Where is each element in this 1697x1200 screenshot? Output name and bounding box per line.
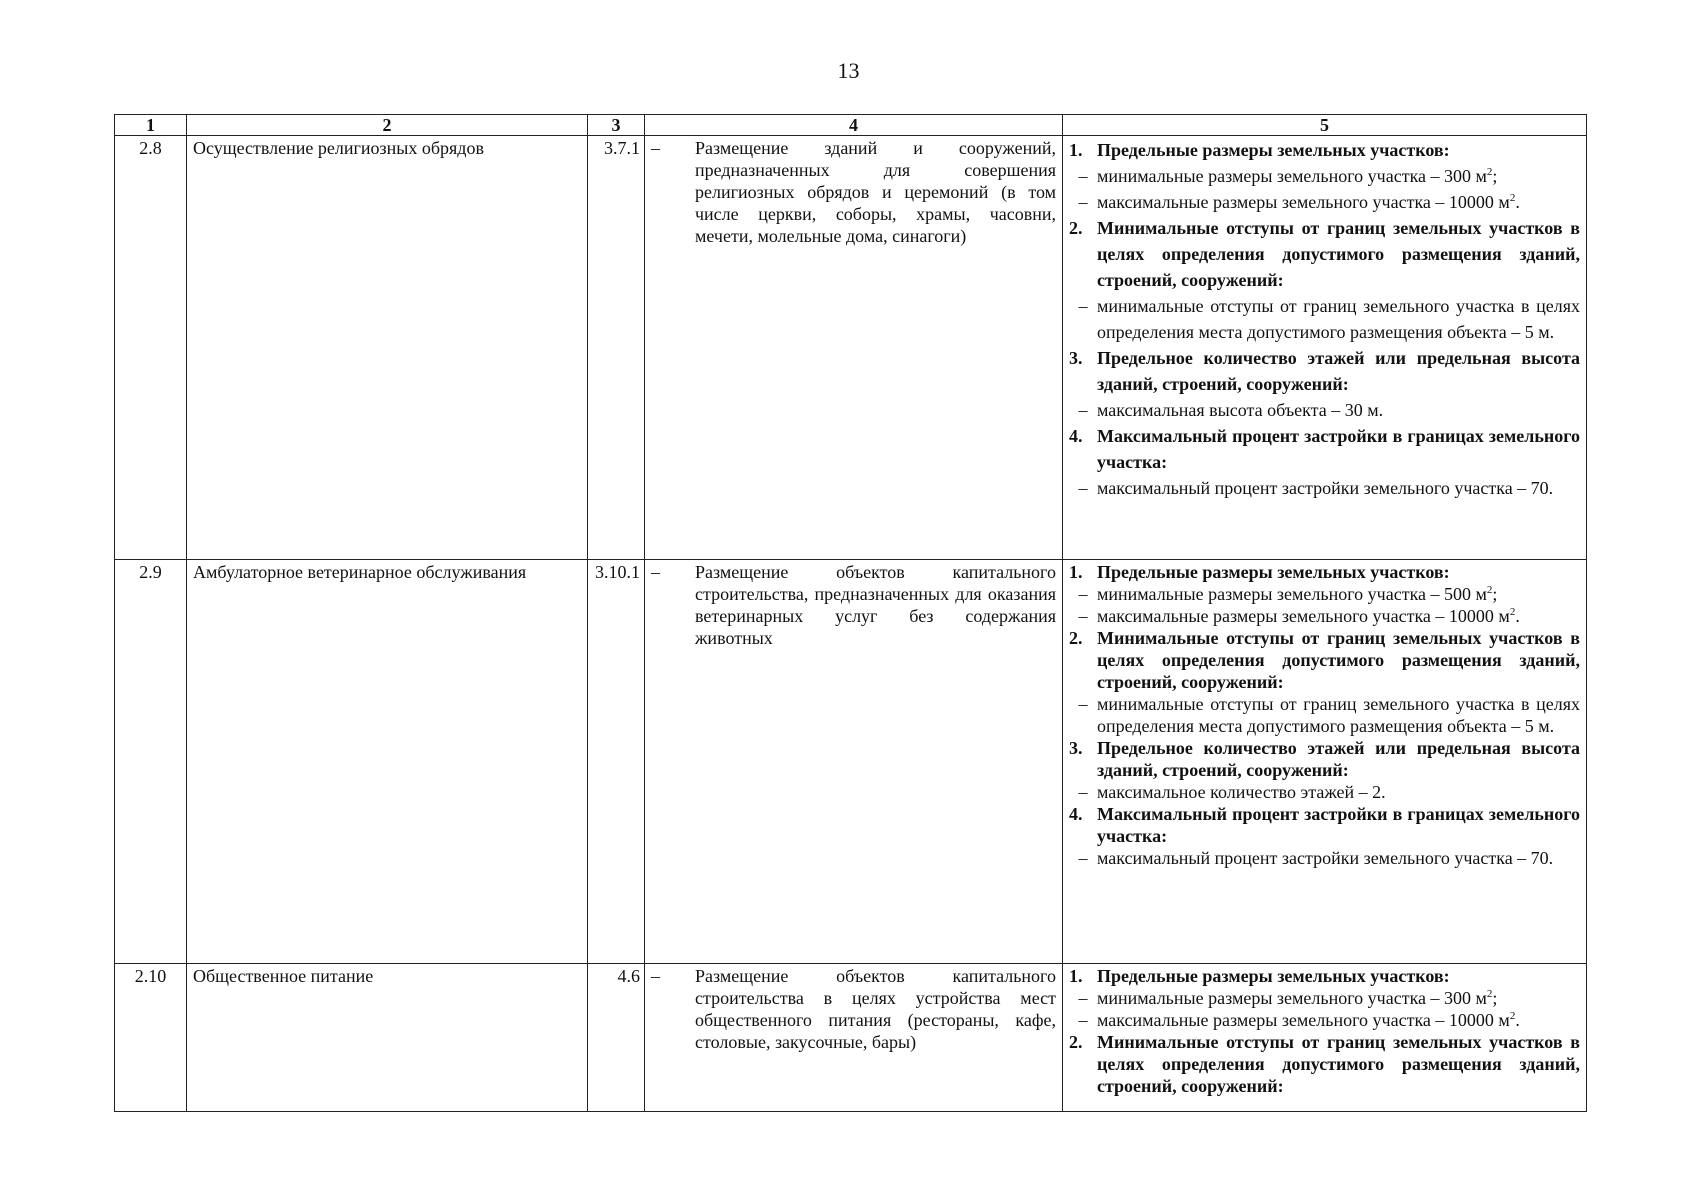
description-text: Размещение зданий и сооружений, предназначенных для совершения религиозных обрядов и церемоний (в том числе церкви, соборы, храмы, часовни, мечети, молельные дома, синагоги): [695, 138, 1056, 246]
parameter-mark: –: [1078, 782, 1088, 802]
parameter-heading: [1069, 803, 1580, 847]
parameter-unit-sup: 2: [1509, 192, 1516, 204]
parameter-mark: 3.: [1069, 348, 1083, 368]
use-code: 3.7.1: [588, 136, 645, 560]
parameter-text: минимальные размеры земельного участка – 300 м: [1097, 166, 1487, 186]
parameter-bullet: [1069, 605, 1580, 627]
use-description: [651, 965, 1056, 1053]
parameters-cell: [1063, 964, 1587, 1112]
parameter-heading: [1069, 965, 1580, 987]
parameter-unit-sup: 2: [1486, 584, 1493, 596]
parameter-text: Предельные размеры земельных участков:: [1097, 966, 1450, 986]
parameter-mark: 2.: [1069, 1032, 1083, 1052]
parameter-text-wrap: [1097, 693, 1580, 737]
parameter-unit-sup: 2: [1486, 166, 1493, 178]
parameter-tail: ;: [1492, 988, 1498, 1008]
parameter-text-wrap: [1097, 847, 1580, 869]
parameter-tail: .: [1515, 192, 1520, 212]
parameter-mark: 4.: [1069, 804, 1083, 824]
table-row: [115, 136, 1587, 560]
parameter-text: Предельные размеры земельных участков:: [1097, 562, 1450, 582]
parameter-bullet: [1069, 397, 1580, 423]
parameter-bullet: [1069, 189, 1580, 215]
header-col-2: 2: [187, 115, 588, 136]
parameter-text: максимальные размеры земельного участка – 10000 м: [1097, 192, 1510, 212]
parameter-text: максимальные размеры земельного участка – 10000 м: [1097, 606, 1510, 626]
parameter-text-wrap: [1097, 561, 1580, 583]
parameter-text-wrap: [1097, 965, 1580, 987]
parameter-text: минимальные отступы от границ земельного участка в целях определения места допустимого размещения объекта – 5 м.: [1097, 296, 1580, 342]
parameter-heading: [1069, 423, 1580, 475]
description-dash: –: [651, 138, 660, 158]
use-name: Осуществление религиозных обрядов: [187, 136, 588, 560]
parameter-text: минимальные отступы от границ земельного участка в целях определения места допустимого размещения объекта – 5 м.: [1097, 694, 1580, 736]
parameter-text-wrap: [1097, 475, 1580, 501]
parameter-text-wrap: [1097, 189, 1580, 215]
parameter-tail: ;: [1492, 584, 1498, 604]
parameter-text-wrap: [1097, 163, 1580, 189]
row-number: 2.9: [115, 560, 187, 964]
parameter-heading: [1069, 215, 1580, 293]
regulations-table: [114, 114, 1587, 1112]
parameter-mark: 1.: [1069, 562, 1083, 582]
parameter-unit-sup: 2: [1509, 606, 1516, 618]
parameter-text: максимальные размеры земельного участка – 10000 м: [1097, 1010, 1510, 1030]
page-number: 13: [837, 58, 860, 83]
parameter-mark: –: [1078, 988, 1088, 1008]
parameter-bullet: [1069, 583, 1580, 605]
parameter-text-wrap: [1097, 803, 1580, 847]
description-text: Размещение объектов капитального строительства, предназначенных для оказания ветеринарных услуг без содержания животных: [695, 562, 1056, 648]
table-row: [115, 560, 1587, 964]
parameter-mark: 2.: [1069, 628, 1083, 648]
parameter-text-wrap: [1097, 423, 1580, 475]
parameter-text: минимальные размеры земельного участка – 300 м: [1097, 988, 1487, 1008]
parameter-mark: –: [1078, 400, 1088, 420]
parameter-heading: [1069, 137, 1580, 163]
parameter-text: Максимальный процент застройки в границах земельного участка:: [1097, 804, 1580, 846]
header-col-4: 4: [645, 115, 1063, 136]
parameter-text: Предельные размеры земельных участков:: [1097, 140, 1450, 160]
parameter-mark: –: [1078, 1010, 1088, 1030]
description-text: Размещение объектов капитального строительства в целях устройства мест общественного питания (рестораны, кафе, столовые, закусочные, бары): [695, 966, 1056, 1052]
use-description-cell: [645, 560, 1063, 964]
parameter-bullet: [1069, 781, 1580, 803]
parameter-mark: –: [1078, 848, 1088, 868]
parameter-text-wrap: [1097, 137, 1580, 163]
parameter-mark: –: [1078, 478, 1088, 498]
parameter-text-wrap: [1097, 1031, 1580, 1097]
parameter-text-wrap: [1097, 1009, 1580, 1031]
header-col-5: 5: [1063, 115, 1587, 136]
parameter-heading: [1069, 737, 1580, 781]
parameter-mark: –: [1078, 694, 1088, 714]
parameter-heading: [1069, 1031, 1580, 1097]
parameter-mark: –: [1078, 606, 1088, 626]
parameter-bullet: [1069, 163, 1580, 189]
parameter-text: Максимальный процент застройки в границах земельного участка:: [1097, 426, 1580, 472]
parameter-bullet: [1069, 475, 1580, 501]
parameter-unit-sup: 2: [1486, 988, 1493, 1000]
parameter-heading: [1069, 627, 1580, 693]
parameter-unit-sup: 2: [1509, 1010, 1516, 1022]
parameter-mark: –: [1078, 166, 1088, 186]
parameter-text-wrap: [1097, 583, 1580, 605]
parameter-mark: 3.: [1069, 738, 1083, 758]
parameter-text-wrap: [1097, 345, 1580, 397]
parameters-cell: [1063, 560, 1587, 964]
parameter-text: максимальный процент застройки земельного участка – 70.: [1097, 478, 1554, 498]
parameter-text-wrap: [1097, 987, 1580, 1009]
use-code: 3.10.1: [588, 560, 645, 964]
use-description-cell: [645, 136, 1063, 560]
use-name: Амбулаторное ветеринарное обслуживания: [187, 560, 588, 964]
parameter-text: максимальное количество этажей – 2.: [1097, 782, 1386, 802]
parameter-text-wrap: [1097, 781, 1580, 803]
parameter-mark: 1.: [1069, 966, 1083, 986]
parameter-text: Предельное количество этажей или предельная высота зданий, строений, сооружений:: [1097, 738, 1580, 780]
parameter-tail: .: [1515, 606, 1520, 626]
parameter-mark: 4.: [1069, 426, 1083, 446]
parameter-text: Минимальные отступы от границ земельных участков в целях определения допустимого размещения зданий, строений, сооружений:: [1097, 628, 1580, 692]
parameter-mark: –: [1078, 192, 1088, 212]
parameter-mark: –: [1078, 584, 1088, 604]
use-name: Общественное питание: [187, 964, 588, 1112]
parameter-tail: .: [1515, 1010, 1520, 1030]
parameter-mark: 1.: [1069, 140, 1083, 160]
parameter-bullet: [1069, 1009, 1580, 1031]
parameter-bullet: [1069, 987, 1580, 1009]
header-col-3: 3: [588, 115, 645, 136]
header-col-1: 1: [115, 115, 187, 136]
parameter-text: максимальная высота объекта – 30 м.: [1097, 400, 1384, 420]
parameter-text-wrap: [1097, 737, 1580, 781]
description-dash: –: [651, 562, 660, 582]
row-number: 2.10: [115, 964, 187, 1112]
table-header-row: [115, 115, 1587, 136]
parameter-text: максимальный процент застройки земельного участка – 70.: [1097, 848, 1554, 868]
parameter-text-wrap: [1097, 605, 1580, 627]
parameter-tail: ;: [1492, 166, 1498, 186]
parameter-text: Минимальные отступы от границ земельных участков в целях определения допустимого размещения зданий, строений, сооружений:: [1097, 1032, 1580, 1096]
use-description: [651, 137, 1056, 247]
use-code: 4.6: [588, 964, 645, 1112]
parameter-bullet: [1069, 693, 1580, 737]
parameters-cell: [1063, 136, 1587, 560]
parameter-heading: [1069, 345, 1580, 397]
parameter-text-wrap: [1097, 215, 1580, 293]
use-description: [651, 561, 1056, 649]
parameter-mark: –: [1078, 296, 1088, 316]
use-description-cell: [645, 964, 1063, 1112]
parameter-text: минимальные размеры земельного участка – 500 м: [1097, 584, 1487, 604]
parameter-bullet: [1069, 847, 1580, 869]
parameter-text-wrap: [1097, 293, 1580, 345]
parameter-text: Предельное количество этажей или предельная высота зданий, строений, сооружений:: [1097, 348, 1580, 394]
description-dash: –: [651, 966, 660, 986]
parameter-bullet: [1069, 293, 1580, 345]
table-row: [115, 964, 1587, 1112]
parameter-text-wrap: [1097, 397, 1580, 423]
parameter-heading: [1069, 561, 1580, 583]
parameter-mark: 2.: [1069, 218, 1083, 238]
parameter-text-wrap: [1097, 627, 1580, 693]
row-number: 2.8: [115, 136, 187, 560]
parameter-text: Минимальные отступы от границ земельных участков в целях определения допустимого размещения зданий, строений, сооружений:: [1097, 218, 1580, 290]
